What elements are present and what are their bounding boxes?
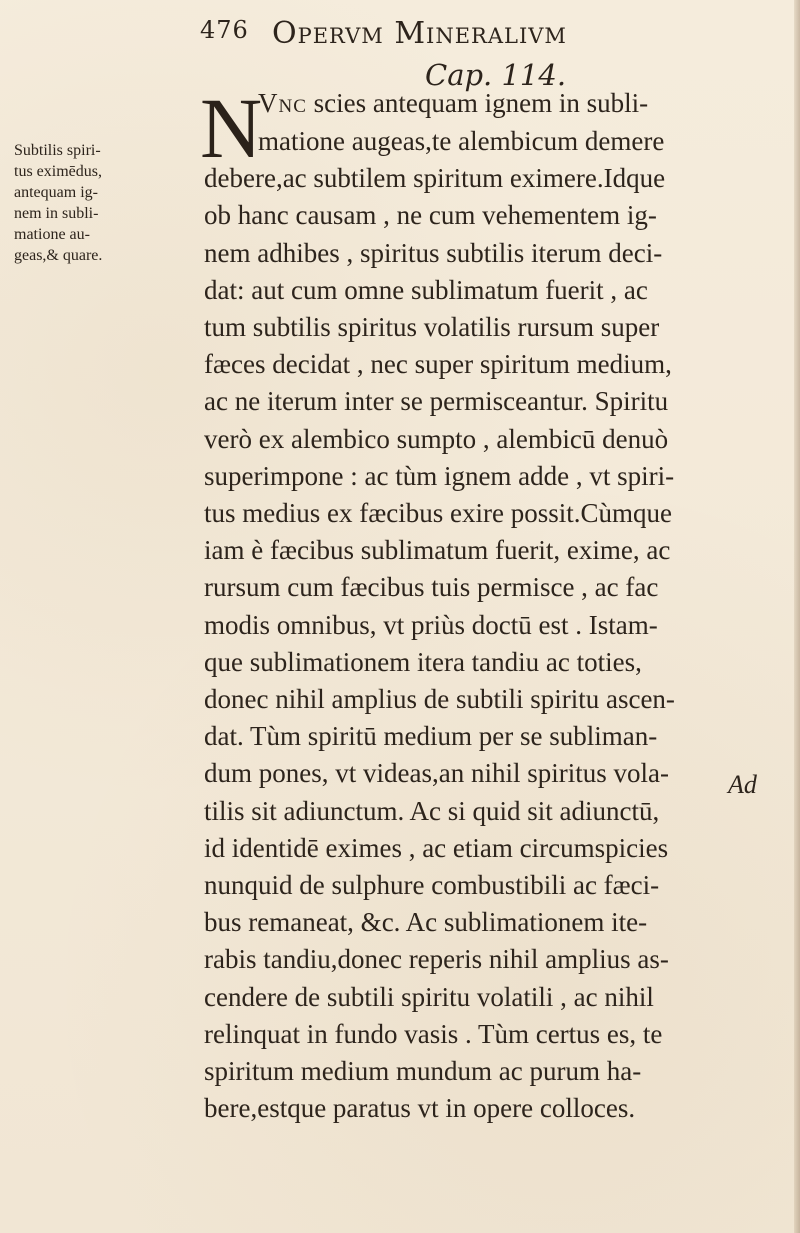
body-line: dat. Tùm spiritū medium per se subliman-	[204, 721, 658, 752]
body-line: ob hanc causam , ne cum vehementem ig-	[204, 200, 657, 231]
body-line: iam è fæcibus sublimatum fuerit, exime, ac	[204, 535, 671, 566]
body-line: fæces decidat , nec super spiritum medium,	[204, 349, 672, 380]
body-line: donec nihil amplius de subtili spiritu ascen-	[204, 684, 675, 715]
marginal-line: nem in subli-	[14, 205, 99, 222]
body-line: nem adhibes , spiritus subtilis iterum deci-	[204, 237, 663, 268]
marginal-note	[14, 140, 194, 266]
chapter-heading: Cap. 114.	[425, 58, 567, 92]
page-number: 476	[200, 16, 249, 44]
first-line-small-caps: Vnc	[258, 88, 307, 118]
marginal-line: Subtilis spiri-	[14, 142, 101, 159]
body-line: cendere de subtili spiritu volatili , ac nihil	[204, 981, 654, 1012]
first-line-rest: scies antequam ignem in subli-	[313, 88, 649, 118]
body-line: ac ne iterum inter se permisceantur. Spiritu	[204, 386, 669, 417]
body-line: tus medius ex fæcibus exire possit.Cùmque	[204, 498, 672, 529]
body-line: matione augeas,te alembicum demere	[258, 126, 665, 156]
body-line: verò ex alembico sumpto , alembicū denuò	[204, 423, 669, 454]
body-line: id identidē eximes , ac etiam circumspicies	[204, 832, 669, 863]
body-line: spiritum medium mundum ac purum ha-	[204, 1056, 642, 1087]
body-line: nunquid de sulphure combustibili ac fæci-	[204, 870, 660, 901]
marginal-line: tus eximēdus,	[14, 163, 102, 180]
body-line: bus remaneat, &c. Ac sublimationem ite-	[204, 907, 648, 938]
body-line: relinquat in fundo vasis . Tùm certus es, te	[204, 1018, 663, 1049]
marginal-line: matione au-	[14, 226, 90, 243]
body-text	[204, 123, 784, 1127]
body-line: modis omnibus, vt priùs doctū est . Istam-	[204, 609, 658, 640]
body-line: bere,estque paratus vt in opere colloces.	[204, 1093, 636, 1124]
page-edge-shadow	[794, 0, 800, 1233]
body-line: tum subtilis spiritus volatilis rursum super	[204, 312, 660, 343]
body-line: superimpone : ac tùm ignem adde , vt spiri-	[204, 460, 675, 491]
running-title: Opervm Mineralivm	[272, 16, 567, 51]
marginal-line: antequam ig-	[14, 184, 98, 201]
first-line	[258, 88, 648, 119]
body-line: dum pones, vt videas,an nihil spiritus vola-	[204, 758, 669, 789]
body-line: que sublimationem itera tandiu ac toties,	[204, 646, 642, 677]
body-line: tilis sit adiunctum. Ac si quid sit adiunctū,	[204, 795, 660, 826]
catchword: Ad	[728, 770, 757, 799]
drop-cap: N	[200, 80, 263, 176]
marginal-line: geas,& quare.	[14, 247, 103, 264]
body-line: rursum cum fæcibus tuis permisce , ac fac	[204, 572, 659, 603]
body-line: debere,ac subtilem spiritum eximere.Idque	[204, 163, 666, 194]
running-head	[200, 16, 720, 56]
body-line: dat: aut cum omne sublimatum fuerit , ac	[204, 274, 648, 305]
body-line: rabis tandiu,donec reperis nihil amplius as-	[204, 944, 669, 975]
